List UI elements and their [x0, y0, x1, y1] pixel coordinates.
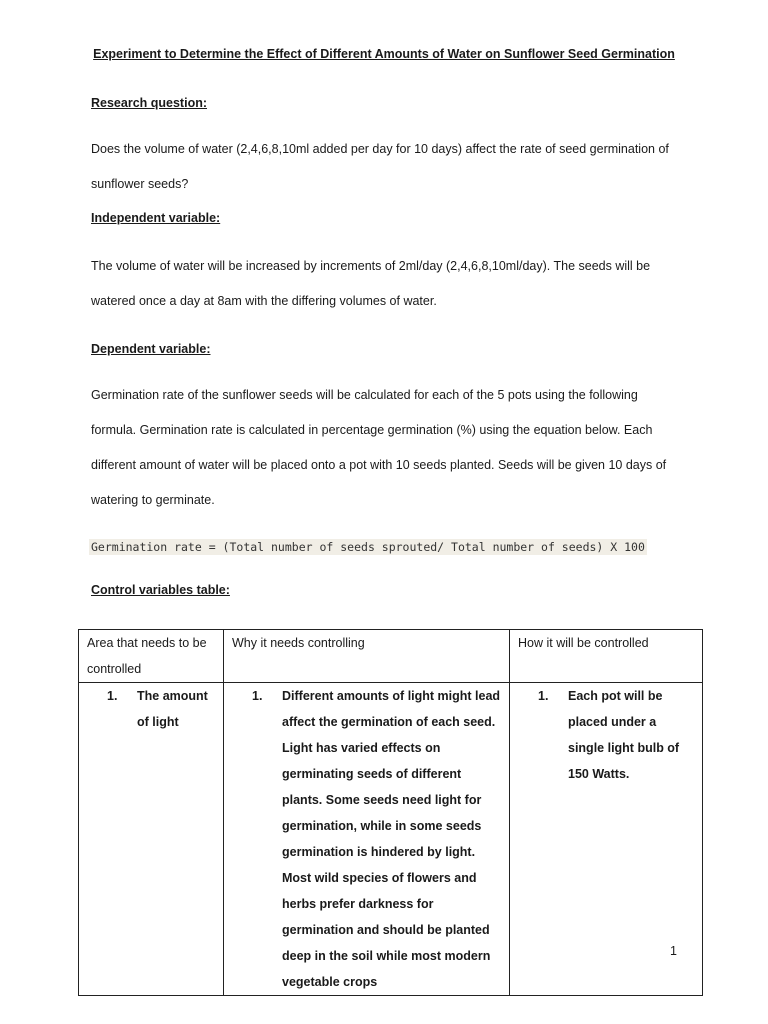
- list-number: 1.: [538, 689, 549, 703]
- table-row: [79, 683, 703, 996]
- cell-why: [224, 683, 510, 996]
- why-text: Different amounts of light might lead affect the germination of each seed. Light has varied effects on germinating seeds of different plants. Some seeds need light for germination, while in some seeds germination is hindered by light. Most wild species of flowers and herbs prefer darkness for germination and should be planted deep in the soil while most modern vegetable crops: [282, 689, 501, 989]
- independent-variable-text: The volume of water will be increased by increments of 2ml/day (2,4,6,8,10ml/day). The seeds will be watered once a day at 8am with the differing volumes of water.: [91, 259, 651, 308]
- table-header-how: How it will be controlled: [510, 630, 703, 683]
- list-number: 1.: [252, 689, 263, 703]
- page-number: 1: [670, 944, 677, 958]
- dependent-variable-text: Germination rate of the sunflower seeds will be calculated for each of the 5 pots using the following formula. Germination rate is calculated in percentage germination (%) using the equation below. Each different amount of water will be placed onto a pot with 10 seeds planted. Seeds will be given 10 days of watering to germinate.: [91, 388, 667, 507]
- list-number: 1.: [107, 689, 118, 703]
- research-question-heading: Research question:: [91, 96, 208, 110]
- research-question-text: Does the volume of water (2,4,6,8,10ml added per day for 10 days) affect the rate of seed germination of sunflower seeds?: [91, 142, 669, 191]
- control-variables-table: [78, 629, 703, 996]
- document-title: Experiment to Determine the Effect of Different Amounts of Water on Sunflower Seed Germination: [93, 47, 675, 61]
- table-header-area: Area that needs to be controlled: [79, 630, 224, 683]
- control-table-heading: Control variables table:: [91, 583, 230, 597]
- independent-variable-heading: Independent variable:: [91, 211, 221, 225]
- cell-area: [79, 683, 224, 996]
- germination-formula: Germination rate = (Total number of seeds sprouted/ Total number of seeds) X 100: [91, 540, 645, 554]
- area-text: The amount of light: [137, 689, 208, 729]
- table-header-row: [79, 630, 703, 683]
- how-text: Each pot will be placed under a single light bulb of 150 Watts.: [568, 689, 680, 781]
- dependent-variable-heading: Dependent variable:: [91, 342, 211, 356]
- table-header-why: Why it needs controlling: [224, 630, 510, 683]
